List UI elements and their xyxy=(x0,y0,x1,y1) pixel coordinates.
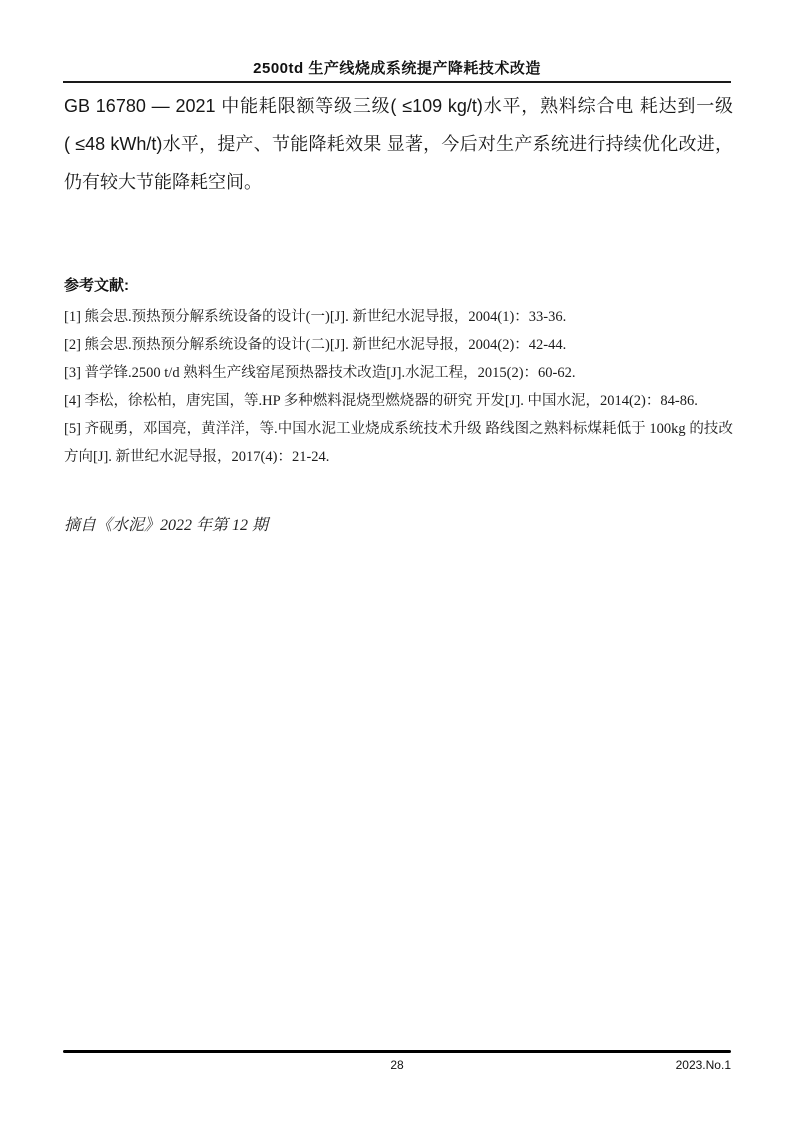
body-paragraph xyxy=(64,87,733,201)
reference-item: [4] 李松，徐松柏，唐宪国，等.HP 多种燃料混烧型燃烧器的研究 开发[J]. 中国水泥，2014(2)：84-86. xyxy=(64,393,698,409)
body-line: GB 16780 — 2021 中能耗限额等级三级( ≤109 kg/t)水平，熟料综合电 耗达到一级 xyxy=(64,96,733,116)
source-note: 摘自《水泥》2022 年第 12 期 xyxy=(64,517,269,534)
body-line: ( ≤48 kWh/t)水平，提产、节能降耗效果 显著，今后对生产系统进行持续优化改进， xyxy=(64,134,733,154)
references-list xyxy=(64,303,733,471)
references-heading: 参考文献: xyxy=(64,277,129,294)
reference-item: [5] 齐砚勇，邓国亮，黄洋洋，等.中国水泥工业烧成系统技术升级 路线图之熟料标煤耗低于 100kg 的技改方向[J]. 新世纪水泥导报，2017(4)：21-24. xyxy=(64,421,733,465)
reference-item: [3] 普学锋.2500 t/d 熟料生产线窑尾预热器技术改造[J].水泥工程，2015(2)：60-62. xyxy=(64,365,576,381)
page-header-title: 2500td 生产线烧成系统提产降耗技术改造 xyxy=(253,60,541,77)
footer-issue-label: 2023.No.1 xyxy=(675,1058,731,1072)
header-rule xyxy=(63,81,731,83)
footer-page-number: 28 xyxy=(390,1058,404,1072)
footer-rule xyxy=(63,1050,731,1053)
body-line: 仍有较大节能降耗空间。 xyxy=(64,172,262,192)
reference-item: [1] 熊会思.预热预分解系统设备的设计(一)[J]. 新世纪水泥导报，2004(1)：33-36. xyxy=(64,309,567,325)
reference-item: [2] 熊会思.预热预分解系统设备的设计(二)[J]. 新世纪水泥导报，2004(2)：42-44. xyxy=(64,337,567,353)
